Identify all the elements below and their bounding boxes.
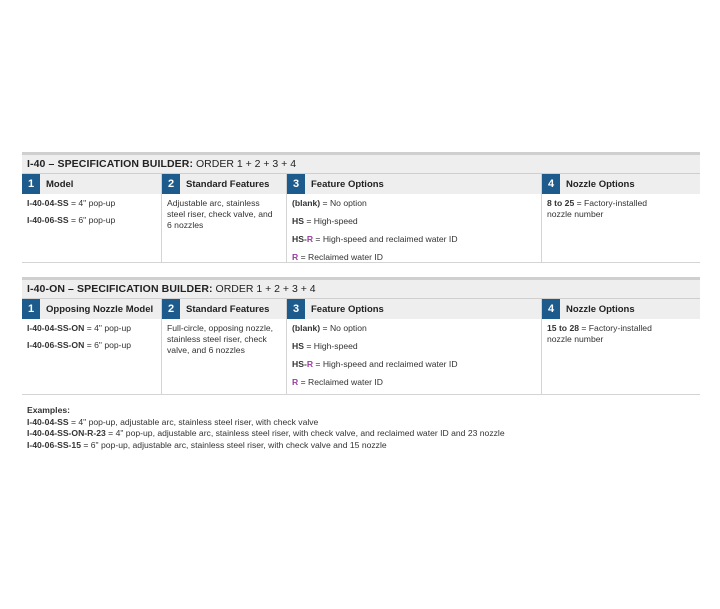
option-line: R = Reclaimed water ID (292, 252, 383, 262)
model-line: I-40-04-SS = 4" pop-up (27, 198, 116, 208)
table-title: I-40 – SPECIFICATION BUILDER: ORDER 1 + 2 + 3 + 4 (22, 152, 700, 173)
step-number-badge: 3 (287, 174, 305, 194)
examples-block (27, 405, 505, 451)
option-line: HS = High-speed (292, 216, 358, 226)
step-number-badge: 2 (162, 299, 180, 319)
spec-table-i40 (22, 152, 700, 263)
table-header-row (22, 173, 700, 194)
example-line: I-40-06-SS-15 = 6" pop-up, adjustable arc, stainless steel riser, with check valve and 15 nozzle (27, 439, 387, 450)
model-line: I-40-06-SS-ON = 6" pop-up (27, 340, 132, 350)
model-cell (22, 194, 161, 262)
model-cell (22, 319, 161, 394)
column-header-opposing-nozzle-model: 1 Opposing Nozzle Model (22, 299, 161, 319)
step-number-badge: 4 (542, 299, 560, 319)
column-header-standard-features: 2 Standard Features (161, 174, 286, 194)
feature-options-cell (286, 319, 541, 394)
nozzle-options-cell: 15 to 28 = Factory-installed nozzle number (541, 319, 700, 394)
nozzle-options-cell: 8 to 25 = Factory-installed nozzle number (541, 194, 700, 262)
standard-features-cell: Adjustable arc, stainless steel riser, check valve, and 6 nozzles (161, 194, 286, 262)
example-line: I-40-04-SS-ON-R-23 = 4" pop-up, adjustable arc, stainless steel riser, with check valve, and reclaimed water ID and 23 nozzle (27, 428, 505, 438)
model-line: I-40-06-SS = 6" pop-up (27, 215, 116, 225)
table-title: I-40-ON – SPECIFICATION BUILDER: ORDER 1 + 2 + 3 + 4 (22, 277, 700, 298)
step-number-badge: 1 (22, 299, 40, 319)
table-body-row (22, 194, 700, 262)
option-line: (blank) = No option (292, 198, 367, 208)
column-header-nozzle-options: 4 Nozzle Options (541, 299, 700, 319)
option-line: HS-R = High-speed and reclaimed water ID (292, 359, 458, 369)
step-number-badge: 3 (287, 299, 305, 319)
feature-options-cell (286, 194, 541, 262)
step-number-badge: 4 (542, 174, 560, 194)
option-line: (blank) = No option (292, 323, 367, 333)
table-body-row (22, 319, 700, 394)
column-header-feature-options: 3 Feature Options (286, 299, 541, 319)
column-header-standard-features: 2 Standard Features (161, 299, 286, 319)
column-header-feature-options: 3 Feature Options (286, 174, 541, 194)
standard-features-cell: Full-circle, opposing nozzle, stainless steel riser, check valve, and 6 nozzles (161, 319, 286, 394)
option-line: HS = High-speed (292, 341, 358, 351)
option-line: HS-R = High-speed and reclaimed water ID (292, 234, 458, 244)
examples-heading: Examples: (27, 405, 70, 415)
option-line: R = Reclaimed water ID (292, 377, 383, 387)
example-line: I-40-04-SS = 4" pop-up, adjustable arc, stainless steel riser, with check valve (27, 416, 319, 427)
column-header-model: 1 Model (22, 174, 161, 194)
spec-table-i40-on (22, 277, 700, 395)
column-header-nozzle-options: 4 Nozzle Options (541, 174, 700, 194)
table-header-row (22, 298, 700, 319)
step-number-badge: 2 (162, 174, 180, 194)
step-number-badge: 1 (22, 174, 40, 194)
model-line: I-40-04-SS-ON = 4" pop-up (27, 323, 132, 333)
